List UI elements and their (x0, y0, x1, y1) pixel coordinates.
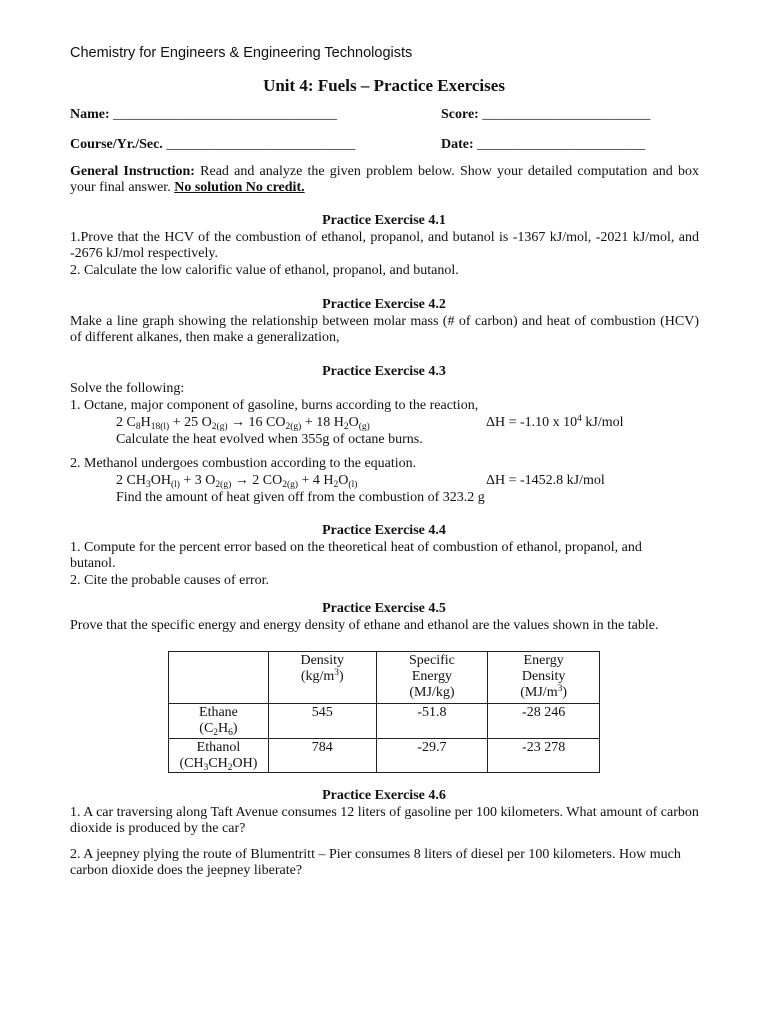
exercise-4-1-heading: Practice Exercise 4.1 (322, 213, 446, 228)
header-text: Density (300, 653, 345, 668)
formula-text: OH) (232, 756, 258, 771)
name-label: Name: (70, 107, 110, 122)
name-field (70, 107, 337, 123)
eq-text: 2 C (116, 415, 136, 430)
formula-sub: 2 (227, 763, 233, 773)
octane-calculation: Calculate the heat evolved when 355g of octane burns. (116, 432, 423, 447)
exercise-4-3-intro: Solve the following: (70, 381, 185, 396)
eq-sub: 2(g) (285, 422, 302, 432)
exercise-4-6-item-2: 2. A jeepney plying the route of Blumentritt – Pier consumes 8 liters of diesel per 100 kilometers. How much carbon dioxide does the jeepney liberate? (70, 847, 681, 878)
exercise-4-6-heading: Practice Exercise 4.6 (322, 788, 446, 803)
header-text: Specific (409, 653, 455, 668)
header-sup: 3 (557, 684, 563, 694)
general-instruction (70, 164, 699, 196)
exercise-4-3-heading: Practice Exercise 4.3 (322, 364, 446, 379)
eq-sub: (l) (170, 480, 180, 490)
table-row (169, 739, 600, 773)
name-blank: ________________________________ (113, 107, 338, 122)
date-blank: ________________________ (477, 137, 646, 152)
eq-sub: 2(g) (211, 422, 228, 432)
header-text: ) (339, 669, 344, 684)
table-cell-specific-energy: -51.8 (376, 704, 488, 739)
exercise-4-3-question-1: 1. Octane, major component of gasoline, burns according to the reaction, (70, 398, 479, 413)
course-label: Course/Yr./Sec. (70, 137, 163, 152)
exercise-4-6-item-1: 1. A car traversing along Taft Avenue consumes 12 liters of gasoline per 100 kilometers. What amount of carbon dioxide is produced by the car? (70, 805, 699, 836)
exercise-4-5-heading: Practice Exercise 4.5 (322, 601, 446, 616)
instruction-emphasis: No solution No credit. (174, 180, 305, 195)
table-header-density (268, 652, 376, 704)
formula-text: ) (232, 721, 238, 736)
instruction-label: General Instruction: (70, 164, 195, 179)
formula-text: (CH (179, 756, 204, 771)
table-cell-energy-density: -23 278 (488, 739, 600, 773)
score-label: Score: (441, 107, 479, 122)
exercise-4-4-heading: Practice Exercise 4.4 (322, 523, 446, 538)
table-cell-density: 784 (268, 739, 376, 773)
methanol-calculation: Find the amount of heat given off from the combustion of 323.2 g (116, 490, 485, 505)
header-text: Energy (523, 653, 564, 668)
table-row (169, 704, 600, 739)
eq-text: + 18 H (301, 415, 344, 430)
page-title: Unit 4: Fuels – Practice Exercises (263, 76, 505, 95)
eq-sub: (l) (348, 480, 358, 490)
formula-text: CH (208, 756, 228, 771)
table-header-specific-energy (376, 652, 488, 704)
exercise-4-4-item-1: 1. Compute for the percent error based on the theoretical heat of combustion of ethanol, propanol, and butanol. (70, 540, 642, 571)
formula-sub: 2 (213, 728, 219, 738)
formula-sub: 6 (228, 728, 233, 738)
course-blank: ___________________________ (166, 137, 356, 152)
header-text: Energy (411, 669, 453, 684)
header-text: ) (562, 685, 568, 700)
eq-sub: (g) (358, 422, 370, 432)
score-blank: ________________________ (482, 107, 651, 122)
header-text: (MJ/kg) (409, 685, 455, 700)
octane-equation (116, 415, 370, 431)
exercise-4-2-text: Make a line graph showing the relationship between molar mass (# of carbon) and heat of combustion (HCV) of different alkanes, then make a generalization, (70, 314, 699, 345)
header-text: Density (521, 669, 566, 684)
table-cell-specific-energy: -29.7 (376, 739, 488, 773)
eq-text: H (140, 415, 151, 430)
table-header-blank (169, 652, 269, 704)
exercise-4-5-text: Prove that the specific energy and energy density of ethane and ethanol are the values shown in the table. (70, 618, 659, 633)
eq-sub: 18(l) (150, 422, 170, 432)
table-cell-substance (169, 704, 269, 739)
eq-text: → 16 CO (227, 415, 286, 430)
eq-text: O (338, 473, 349, 488)
eq-text: OH (150, 473, 171, 488)
eq-sub: 2 (333, 480, 339, 490)
eq-text: + 4 H (298, 473, 334, 488)
eq-text: + 3 O (179, 473, 216, 488)
octane-enthalpy (486, 415, 624, 431)
header-sup: 3 (334, 668, 340, 678)
exercise-4-2-heading: Practice Exercise 4.2 (322, 297, 446, 312)
instruction-text: Read and analyze the given problem below. Show your detailed computation and box your final answer. (70, 164, 699, 195)
dh-sup: 4 (577, 414, 582, 424)
header-text: (MJ/m (520, 685, 558, 700)
course-header: Chemistry for Engineers & Engineering Technologists (70, 45, 413, 61)
course-field (70, 137, 355, 153)
dh-text: ΔH = -1.10 x 10 (486, 415, 578, 430)
eq-text: → 2 CO (231, 473, 283, 488)
exercise-4-4-item-2: 2. Cite the probable causes of error. (70, 573, 270, 588)
eq-sub: 2(g) (215, 480, 232, 490)
energy-table (168, 651, 600, 773)
table-header-energy-density (488, 652, 600, 704)
eq-text: O (348, 415, 359, 430)
table-cell-substance (169, 739, 269, 773)
eq-text: + 25 O (169, 415, 212, 430)
methanol-equation (116, 473, 357, 489)
formula-text: H (218, 721, 229, 736)
eq-sub: 2 (343, 422, 349, 432)
date-field (441, 137, 645, 153)
header-text: (kg/m (300, 669, 335, 684)
table-header-row (169, 652, 600, 704)
table-cell-energy-density: -28 246 (488, 704, 600, 739)
eq-sub: 3 (145, 480, 151, 490)
exercise-4-1-item-2: 2. Calculate the low calorific value of ethanol, propanol, and butanol. (70, 263, 459, 278)
formula-sub: 3 (203, 763, 209, 773)
score-field (441, 107, 650, 123)
substance-name: Ethanol (196, 740, 241, 755)
methanol-enthalpy: ΔH = -1452.8 kJ/mol (486, 473, 605, 488)
formula-text: (C (199, 721, 214, 736)
table-cell-density: 545 (268, 704, 376, 739)
dh-text: kJ/mol (581, 415, 624, 430)
eq-sub: 2(g) (282, 480, 299, 490)
exercise-4-3-question-2: 2. Methanol undergoes combustion according to the equation. (70, 456, 417, 471)
date-label: Date: (441, 137, 474, 152)
substance-name: Ethane (199, 705, 238, 720)
exercise-4-1-item-1: 1.Prove that the HCV of the combustion of ethanol, propanol, and butanol is -1367 kJ/mol, -2021 kJ/mol, and -2676 kJ/mol respectively. (70, 230, 699, 261)
eq-text: 2 CH (116, 473, 146, 488)
eq-sub: 8 (135, 422, 141, 432)
